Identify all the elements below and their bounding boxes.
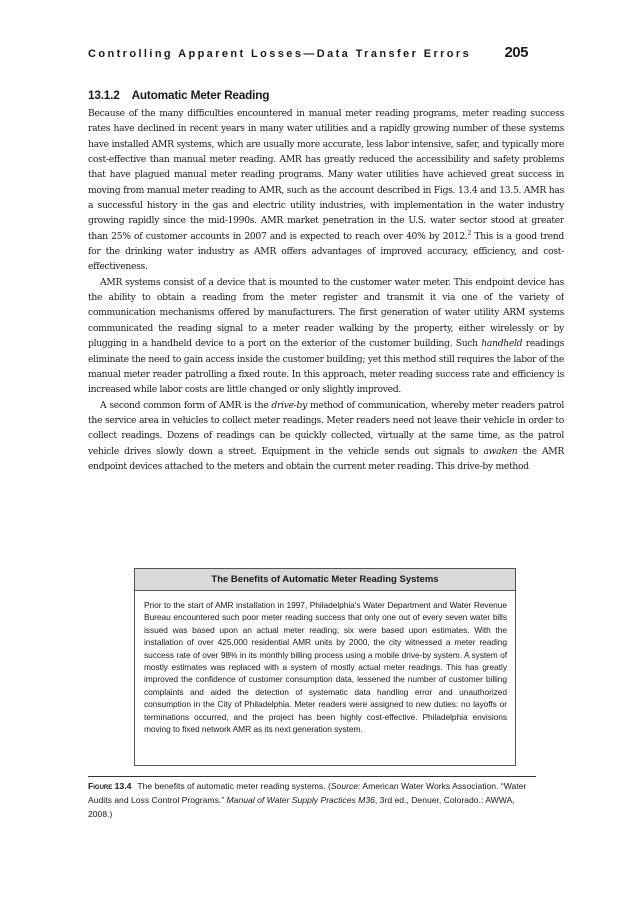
section-title: Automatic Meter Reading xyxy=(131,88,270,102)
paragraph-3-emphasis-1: drive-by xyxy=(271,399,308,411)
figure-caption-rule xyxy=(88,776,536,777)
sidebar-title: The Benefits of Automatic Meter Reading Systems xyxy=(135,569,515,591)
figure-label: Figure 13.4 xyxy=(88,781,132,791)
caption-manual-title: Manual of Water Supply Practices M36 xyxy=(226,794,375,805)
section-heading xyxy=(88,88,528,102)
running-header xyxy=(88,44,528,66)
caption-text-b: American Water Works Association. “Water Audits and Loss Control Programs.” xyxy=(88,781,527,805)
caption-text-a: The benefits of automatic meter reading systems. ( xyxy=(137,781,331,791)
figure-caption xyxy=(88,780,538,821)
running-title: Controlling Apparent Losses—Data Transfer Errors xyxy=(88,48,472,60)
section-number: 13.1.2 xyxy=(88,88,120,102)
paragraph-3-emphasis-2: awaken xyxy=(483,445,518,457)
paragraph-3-text-a: A second common form of AMR is the xyxy=(100,399,272,411)
caption-text-c: , 3rd ed., Denuer, Colorado.: AWWA, 2008.) xyxy=(88,794,515,819)
body-text xyxy=(88,106,564,538)
page-number: 205 xyxy=(504,44,528,61)
sidebar-box xyxy=(134,568,516,766)
paragraph-2-emphasis: handheld xyxy=(481,338,523,350)
paragraph-2-text-b: readings eliminate the need to gain access inside the customer building; yet this method still requires the labor of the manual meter reader patrolling a fixed route. In this approach, meter reading success rate and efficiency is increased while labor costs are little changed or only slightly improved. xyxy=(88,338,564,396)
paragraph-3 xyxy=(88,398,564,475)
paragraph-3-text-b: method of communication, whereby meter readers patrol the service area in vehicles to collect meter readings. Meter readers need not leave their vehicle in order to collect readings. Dozens of readings can be quickly collected, virtually at the same time, as the patrol vehicle drives slowly down a street. Equipment in the vehicle sends out signals to xyxy=(88,399,564,457)
paragraph-1-text-a: Because of the many difficulties encountered in manual meter reading programs, meter reading success rates have declined in recent years in many water utilities and a rapidly growing number of these systems have installed AMR systems, which are usually more accurate, less labor intensive, safer, and typically more cost-effective than manual meter reading. AMR has greatly reduced the accessibility and safety problems that have plagued manual meter reading programs. Many water utilities have achieved great success in moving from manual meter reading to AMR, such as the account described in Figs. 13.4 and 13.5. AMR has a successful history in the gas and electric utility industries, with implementation in the water industry growing rapidly since the mid-1990s. AMR market penetration in the U.S. water sector stood at greater than 25% of customer accounts in 2007 and is expected to reach over 40% by 2012. xyxy=(88,108,564,242)
paragraph-3-text-c: the AMR endpoint devices attached to the meters and obtain the current meter reading. This drive-by method xyxy=(88,445,564,472)
paragraph-2 xyxy=(88,275,564,398)
footnote-reference: 2 xyxy=(467,229,472,237)
paragraph-2-text-a: AMR systems consist of a device that is mounted to the customer water meter. This endpoint device has the ability to obtain a reading from the meter register and transmit it via one of the variety of communication mechanisms offered by manufacturers. The first generation of water utility ARM systems communicated the reading signal to a meter reader walking by the property, either wirelessly or by plugging in a handheld device to a port on the exterior of the customer building. Such xyxy=(88,276,564,350)
caption-source-label: Source: xyxy=(330,781,361,791)
sidebar-body: Prior to the start of AMR installation in 1997, Philadelphia's Water Department and Water Revenue Bureau encountered such poor meter reading success that only one out of every seven water bills issued was based upon an actual meter reading; six were based upon estimates. With the installation of over 425,000 residential AMR units by 2000, the city witnessed a meter reading success rate of over 98% in its monthly billing process using a mobile drive-by system. A system of mostly estimates was replaced with a system of mostly actual meter readings. This has greatly improved the confidence of customer consumption data, lessened the number of customer billing complaints and aided the detection of systematic data handling error and unauthorized consumption in the City of Philadelphia. Meter readers were assigned to new duties: no layoffs or terminations occurred, and the project has been highly cost-effective. Philadelphia envisions moving to fixed network AMR as its next generation system. xyxy=(144,600,507,735)
paragraph-1 xyxy=(88,106,564,275)
paragraph-1-text-b: This is a good trend for the drinking water industry as AMR offers advantages of improved accuracy, efficiency, and cost-effectiveness. xyxy=(88,230,564,273)
